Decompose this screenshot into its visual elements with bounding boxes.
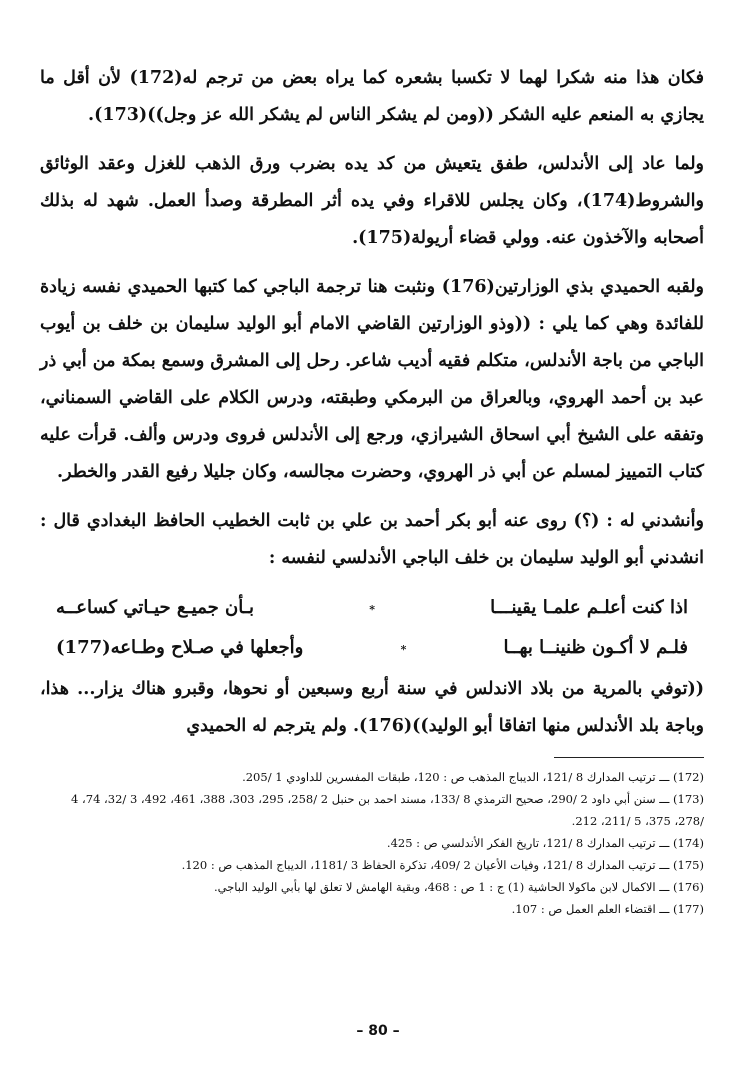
footnote: (173) ـــ سنن أبي داود 2 /290، صحيح الترمذي 8 /133، مسند احمد بن حنبل 2 /258، 295، 303، 388، 461، 492، 3 /32، 74، 4 /278، 375، 5 /211، 212.	[71, 792, 704, 828]
paragraph-1: فكان هذا منه شكرا لهما لا تكسبا بشعره كما يراه بعض من ترجم له(172) لأن أقل ما يجازي به المنعم عليه الشكر ((ومن لم يشكر الناس لم يشكر الله عز وجل))(173).	[40, 68, 705, 125]
footnote: (174) ـــ ترتيب المدارك 8 /121، تاريخ الفكر الأندلسي ص : 425.	[386, 836, 704, 850]
footnote: (172) ـــ ترتيب المدارك 8 /121، الديباج المذهب ص : 120، طبقات المفسرين للداودي 1 /205.	[242, 770, 704, 784]
poem-hemistich: بـأن جميـع حيـاتي كساعــه	[56, 597, 254, 618]
poem-hemistich: اذا كنت أعلـم علمـا يقينـــا	[490, 597, 688, 618]
paragraph-5: ((توفي بالمرية من بلاد الاندلس في سنة أربع وسبعين أو نحوها، وقبرو هناك يزار... هذا، وباجة بلد الأندلس منها اتفاقا أبو الوليد))(176). ولم يترجم له الحميدي	[40, 679, 704, 736]
footnote: (177) ـــ اقتضاء العلم العمل ص : 107.	[511, 902, 704, 916]
poem	[40, 589, 704, 669]
footnote: (175) ـــ ترتيب المدارك 8 /121، وفيات الأعيان 2 /409، تذكرة الحفاظ 3 /1181، الديباج المذهب ص : 120.	[181, 858, 704, 872]
paragraph-2: ولما عاد إلى الأندلس، طفق يتعيش من كد يده بضرب ورق الذهب للغزل وعقد الوثائق والشروط(174)، وكان يجلس للاقراء وفي يده أثر المطرقة وصدأ العمل. شهد له بذلك أصحابه والآخذون عنه. وولي قضاء أريولة(175).	[40, 154, 704, 248]
poem-hemistich: وأجعلها في صـلاح وطـاعه(177)	[56, 637, 304, 658]
poem-verse-1	[40, 589, 704, 629]
footnote: (176) ـــ الاكمال لابن ماكولا الحاشية (1) ج : 1 ص : 468، وبقية الهامش لا تعلق لها بأبي الوليد الباجي.	[213, 880, 704, 894]
footnotes	[40, 766, 704, 920]
verse-separator: *	[400, 643, 407, 656]
footnote-separator	[554, 757, 704, 758]
poem-verse-2	[40, 629, 704, 669]
verse-separator: *	[369, 603, 375, 616]
page-body	[40, 60, 704, 920]
page-number: – 80 –	[356, 1023, 400, 1039]
paragraph-4: وأنشدني له : (؟) روى عنه أبو بكر أحمد بن علي بن ثابت الخطيب الحافظ البغدادي قال : انشدني أبو الوليد سليمان بن خلف الباجي الأندلسي لنفسه :	[40, 511, 704, 568]
paragraph-3: ولقبه الحميدي بذي الوزارتين(176) ونثبت هنا ترجمة الباجي كما كتبها الحميدي نفسه زيادة للفائدة وهي كما يلي : ((وذو الوزارتين القاضي الامام أبو الوليد سليمان بن خلف بن أيوب الباجي من باجة الأندلس، متكلم فقيه أديب شاعر. رحل إلى المشرق وسمع بمكة من أبي ذر عبد بن أحمد الهروي، وبالعراق من البرمكي وطبقته، ودرس الكلام على القاضي السمناني، وتفقه على الشيخ أبي اسحاق الشيرازي، ورجع إلى الأندلس فروى ودرس وألف. قرأت عليه كتاب التمييز لمسلم عن أبي ذر الهروي، وحضرت مجالسه، وكان جليلا رفيع القدر والخطر.	[40, 277, 704, 482]
poem-hemistich: فلـم لا أكـون ظنينــا بهــا	[503, 637, 688, 658]
